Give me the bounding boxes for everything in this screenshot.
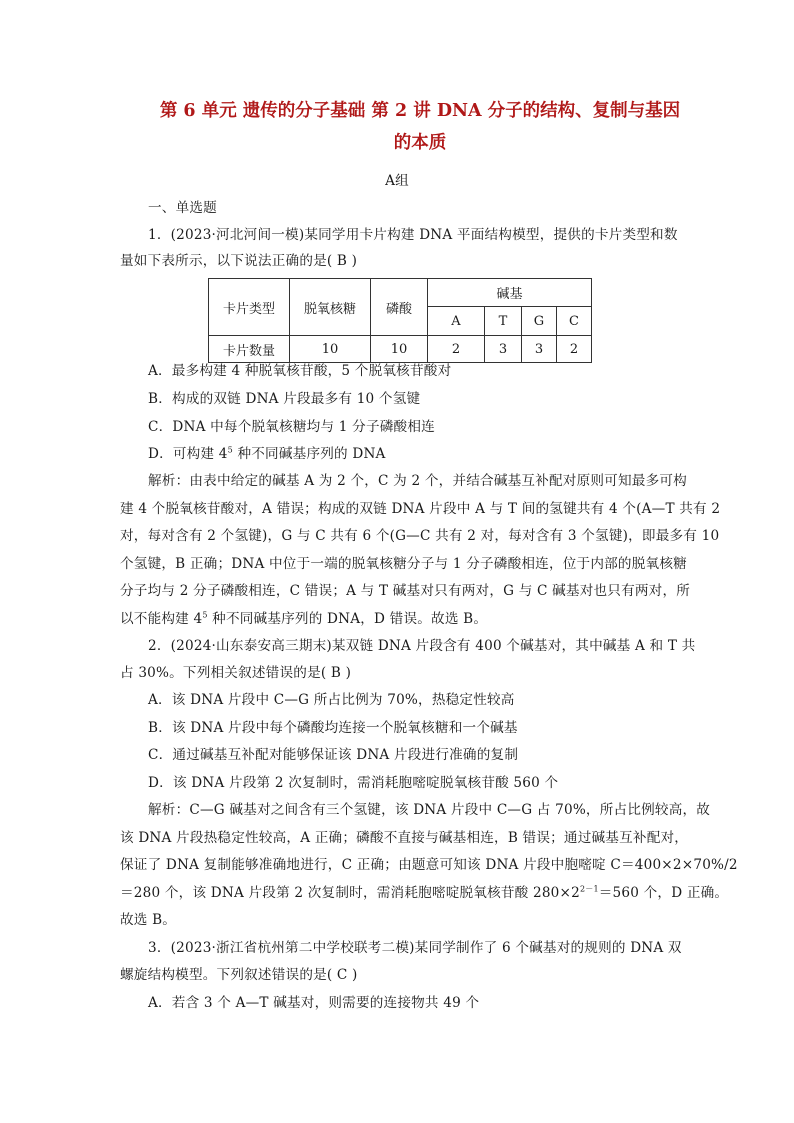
q1-analysis-line-6-end: 种不同碱基序列的 DNA，D 错误。故选 B。 <box>207 611 488 627</box>
q1-option-b: B．构成的双链 DNA 片段最多有 10 个氢键 <box>148 391 421 407</box>
q2-analysis-line-4 <box>120 884 728 902</box>
q2-analysis-line-2: 该 DNA 片段热稳定性较高，A 正确；磷酸不直接与碱基相连，B 错误；通过碱基互补配对， <box>120 830 689 846</box>
q1-option-a: A．最多构建 4 种脱氧核苷酸，5 个脱氧核苷酸对 <box>148 363 452 379</box>
q1-option-d <box>148 445 386 463</box>
q1-stem-line-1: 1．(2023·河北河间一模)某同学用卡片构建 DNA 平面结构模型，提供的卡片类型和数 <box>148 227 678 243</box>
q1-analysis-line-1: 解析：由表中给定的碱基 A 为 2 个，C 为 2 个，并结合碱基互补配对原则可知最多可构 <box>148 473 687 489</box>
header-phosphate: 磷酸 <box>371 279 428 336</box>
q1-stem-line-2: 量如下表所示，以下说法正确的是( B ) <box>120 253 358 269</box>
section-heading: 一、单选题 <box>148 200 217 216</box>
header-card-type: 卡片类型 <box>209 279 290 336</box>
q2-stem-line-1: 2．(2024·山东泰安高三期末)某双链 DNA 片段含有 400 个碱基对，其中碱基 A 和 T 共 <box>148 638 696 654</box>
q2-analysis-line-3: 保证了 DNA 复制能够准确地进行，C 正确；由题意可知该 DNA 片段中胞嘧啶 C＝400×2×70%/2 <box>120 857 738 873</box>
q1-analysis-line-3: 对，每对含有 2 个氢键)，G 与 C 共有 6 个(G—C 共有 2 对，每对含有 3 个氢键)，即最多有 10 <box>120 528 720 544</box>
q1-analysis-line-4: 个氢键，B 正确；DNA 中位于一端的脱氧核糖分子与 1 分子磷酸相连，位于内部的脱氧核糖 <box>120 556 687 572</box>
q1-analysis-line-5: 分子均与 2 分子磷酸相连，C 错误；A 与 T 碱基对只有两对，G 与 C 碱基对也只有两对，所 <box>120 583 691 599</box>
q1-option-d-text-end: 种不同碱基序列的 DNA <box>232 446 386 462</box>
row-label-count: 卡片数量 <box>209 336 290 363</box>
header-deoxyribose: 脱氧核糖 <box>290 279 371 336</box>
q1-option-d-text: D．可构建 4 <box>148 446 228 462</box>
q1-analysis-exponent: 5 <box>202 610 208 620</box>
q2-stem-line-2: 占 30%。下列相关叙述错误的是( B ) <box>120 665 352 681</box>
document-title-line-1: 第 6 单元 遗传的分子基础 第 2 讲 DNA 分子的结构、复制与基因 <box>159 101 681 121</box>
cell-sugar-count: 10 <box>290 336 371 363</box>
base-col-c: C <box>557 307 592 336</box>
base-col-g: G <box>522 307 557 336</box>
base-col-a: A <box>428 307 485 336</box>
cell-a-count: 2 <box>428 336 485 363</box>
group-label: A组 <box>385 173 409 189</box>
q2-option-a: A．该 DNA 片段中 C—G 所占比例为 70%，热稳定性较高 <box>148 692 515 708</box>
base-col-t: T <box>485 307 522 336</box>
q2-analysis-line-5: 故选 B。 <box>120 912 177 928</box>
cell-phosphate-count: 10 <box>371 336 428 363</box>
q1-analysis-line-6 <box>120 610 487 628</box>
q2-option-b: B．该 DNA 片段中每个磷酸均连接一个脱氧核糖和一个碱基 <box>148 720 518 736</box>
q1-analysis-line-2: 建 4 个脱氧核苷酸对，A 错误；构成的双链 DNA 片段中 A 与 T 间的氢键共有 4 个(A—T 共有 2 <box>120 501 721 517</box>
document-title-line-2: 的本质 <box>393 133 447 153</box>
cell-t-count: 3 <box>485 336 522 363</box>
cell-c-count: 2 <box>557 336 592 363</box>
q2-analysis-line-4-end: ＝560 个，D 正确。 <box>598 885 729 901</box>
q2-analysis-exponent: 2－1 <box>579 884 599 894</box>
q3-option-a: A．若含 3 个 A—T 碱基对，则需要的连接物共 49 个 <box>148 995 480 1011</box>
header-base: 碱基 <box>428 279 592 307</box>
q1-analysis-line-6-text: 以不能构建 4 <box>120 611 203 627</box>
q1-option-d-exponent: 5 <box>227 445 233 455</box>
card-table <box>208 278 592 363</box>
q2-analysis-line-4-text: ＝280 个，该 DNA 片段第 2 次复制时，需消耗胞嘧啶脱氧核苷酸 280×2 <box>120 885 580 901</box>
q1-option-c: C．DNA 中每个脱氧核糖均与 1 分子磷酸相连 <box>148 419 435 435</box>
q3-stem-line-2: 螺旋结构模型。下列叙述错误的是( C ) <box>120 967 358 983</box>
cell-g-count: 3 <box>522 336 557 363</box>
q2-analysis-line-1: 解析：C—G 碱基对之间含有三个氢键，该 DNA 片段中 C—G 占 70%，所占比例较高，故 <box>148 802 711 818</box>
q2-option-d: D．该 DNA 片段第 2 次复制时，需消耗胞嘧啶脱氧核苷酸 560 个 <box>148 775 559 791</box>
q3-stem-line-1: 3．(2023·浙江省杭州第二中学校联考二模)某同学制作了 6 个碱基对的规则的 DNA 双 <box>148 940 682 956</box>
q2-option-c: C．通过碱基互补配对能够保证该 DNA 片段进行准确的复制 <box>148 747 519 763</box>
